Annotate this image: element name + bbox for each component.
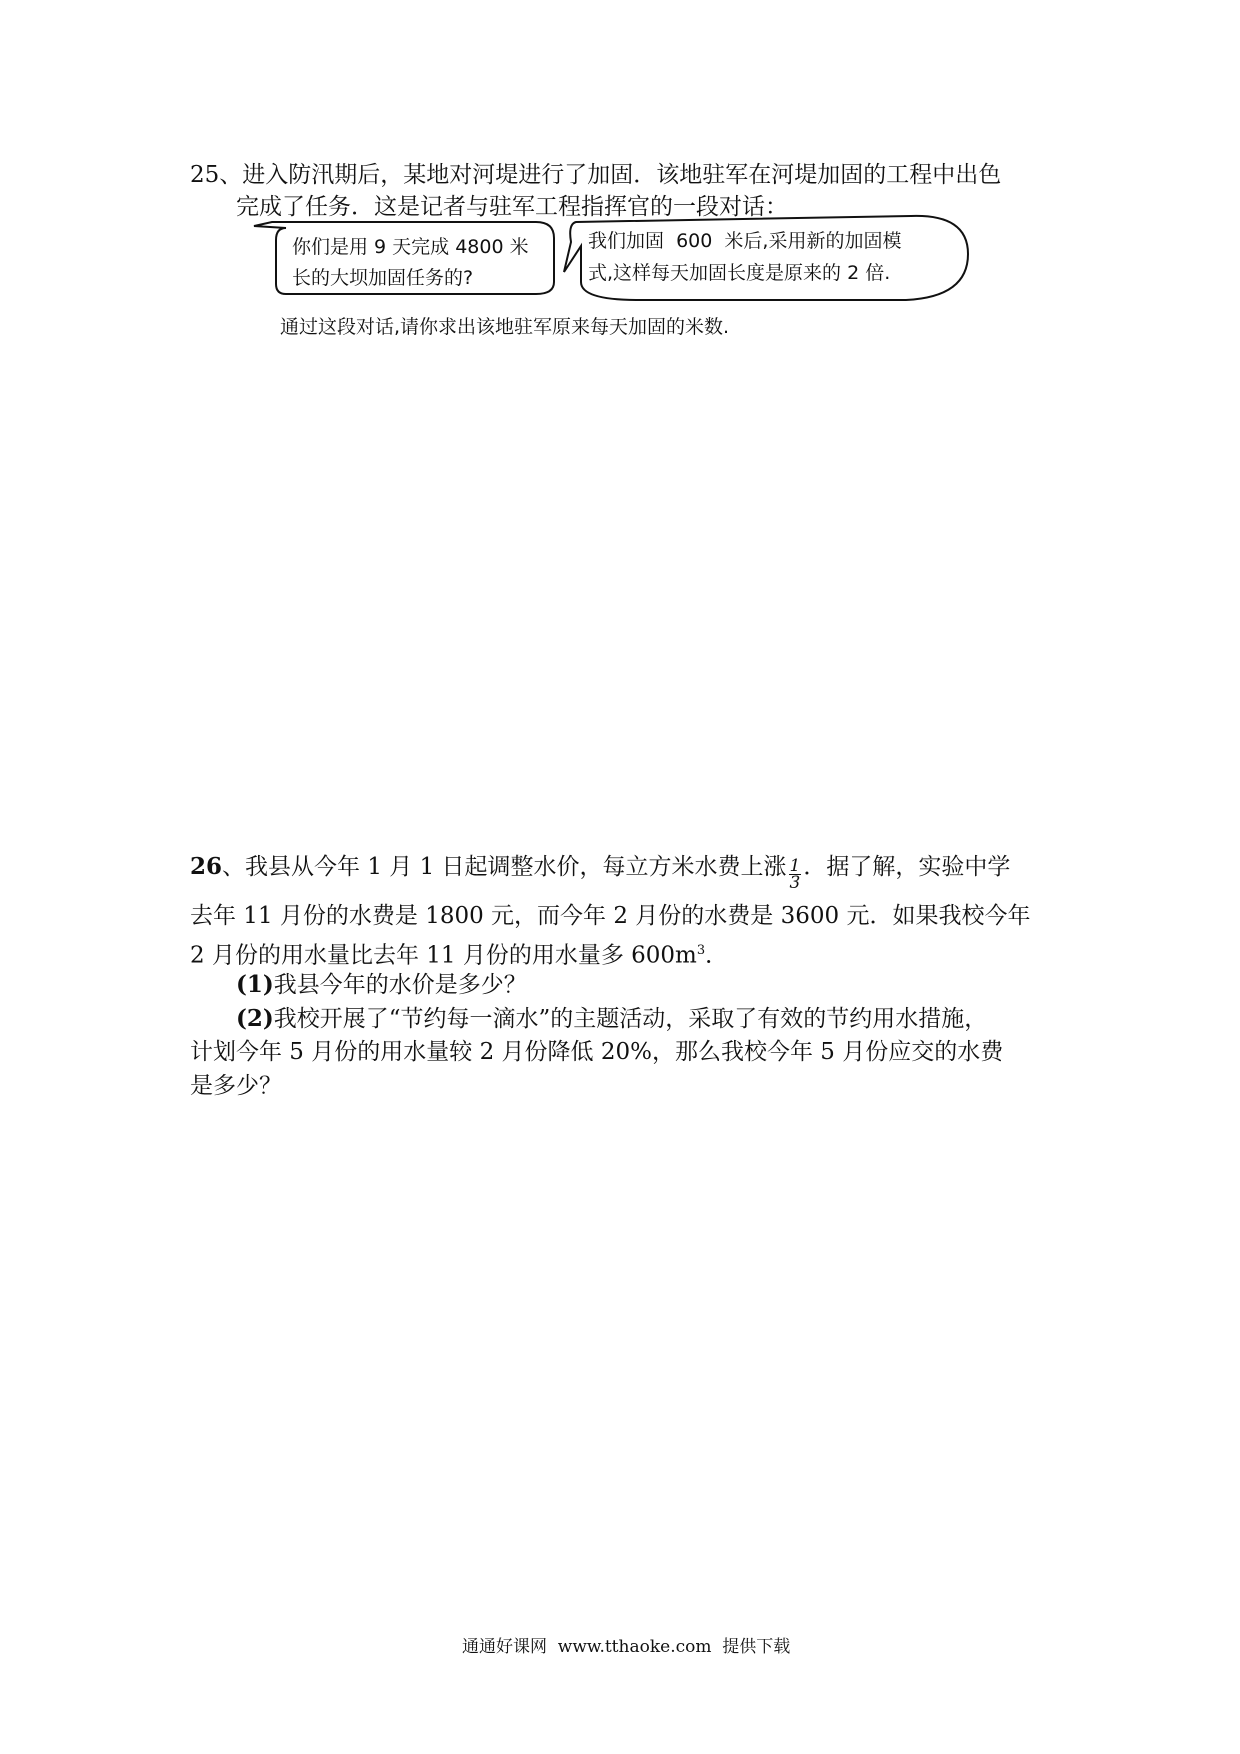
fraction-one-third <box>789 855 802 893</box>
q26-number: 26 <box>190 853 223 880</box>
bubble-left-line-1: 你们是用 9 天完成 4800 米 <box>292 236 529 258</box>
q26-line-2: 去年 11 月份的水费是 1800 元，而今年 2 月份的水费是 3600 元．如果我校今年 <box>190 903 1031 929</box>
q26-line-3-a: 2 月份的用水量比去年 11 月份的用水量多 600m <box>190 942 697 969</box>
q26-line-1 <box>190 848 1011 893</box>
q25-line-1: 25、进入防汛期后，某地对河堤进行了加固．该地驻军在河堤加固的工程中出色 <box>190 162 1002 188</box>
q25-line-2: 完成了任务．这是记者与驻军工程指挥官的一段对话： <box>236 194 788 220</box>
q26-sub-2-line-3: 是多少？ <box>190 1073 282 1099</box>
bubble-right-line-2: 式,这样每天加固长度是原来的 2 倍. <box>588 262 891 284</box>
q26-line-3-b: ． <box>705 942 729 969</box>
q26-sub-2-label: (2) <box>236 1005 274 1032</box>
q26-line-1-a: 、我县从今年 1 月 1 日起调整水价，每立方米水费上涨 <box>222 854 787 880</box>
q26-sub-1 <box>236 966 527 1004</box>
fraction-numerator: 1 <box>789 855 801 876</box>
bubble-left-line-2: 长的大坝加固任务的? <box>292 267 474 289</box>
q26-sub-2-text: 我校开展了“节约每一滴水”的主题活动，采取了有效的节约用水措施， <box>273 1006 988 1032</box>
q26-sub-2 <box>236 1000 987 1038</box>
q26-line-3-sup: 3 <box>696 943 706 958</box>
q26-line-1-b: ．据了解，实验中学 <box>803 854 1011 880</box>
bubble-right-line-1: 我们加固 600 米后,采用新的加固模 <box>588 230 902 252</box>
q25-question: 通过这段对话,请你求出该地驻军原来每天加固的米数. <box>280 316 730 338</box>
page-footer: 通通好课网 www.tthaoke.com 提供下载 <box>462 1637 791 1657</box>
fraction-denominator: 3 <box>789 872 801 893</box>
q26-sub-1-label: (1) <box>236 971 274 998</box>
q26-sub-2-line-2: 计划今年 5 月份的用水量较 2 月份降低 20%，那么我校今年 5 月份应交的水费 <box>190 1039 1004 1065</box>
q26-sub-1-text: 我县今年的水价是多少？ <box>273 972 527 998</box>
